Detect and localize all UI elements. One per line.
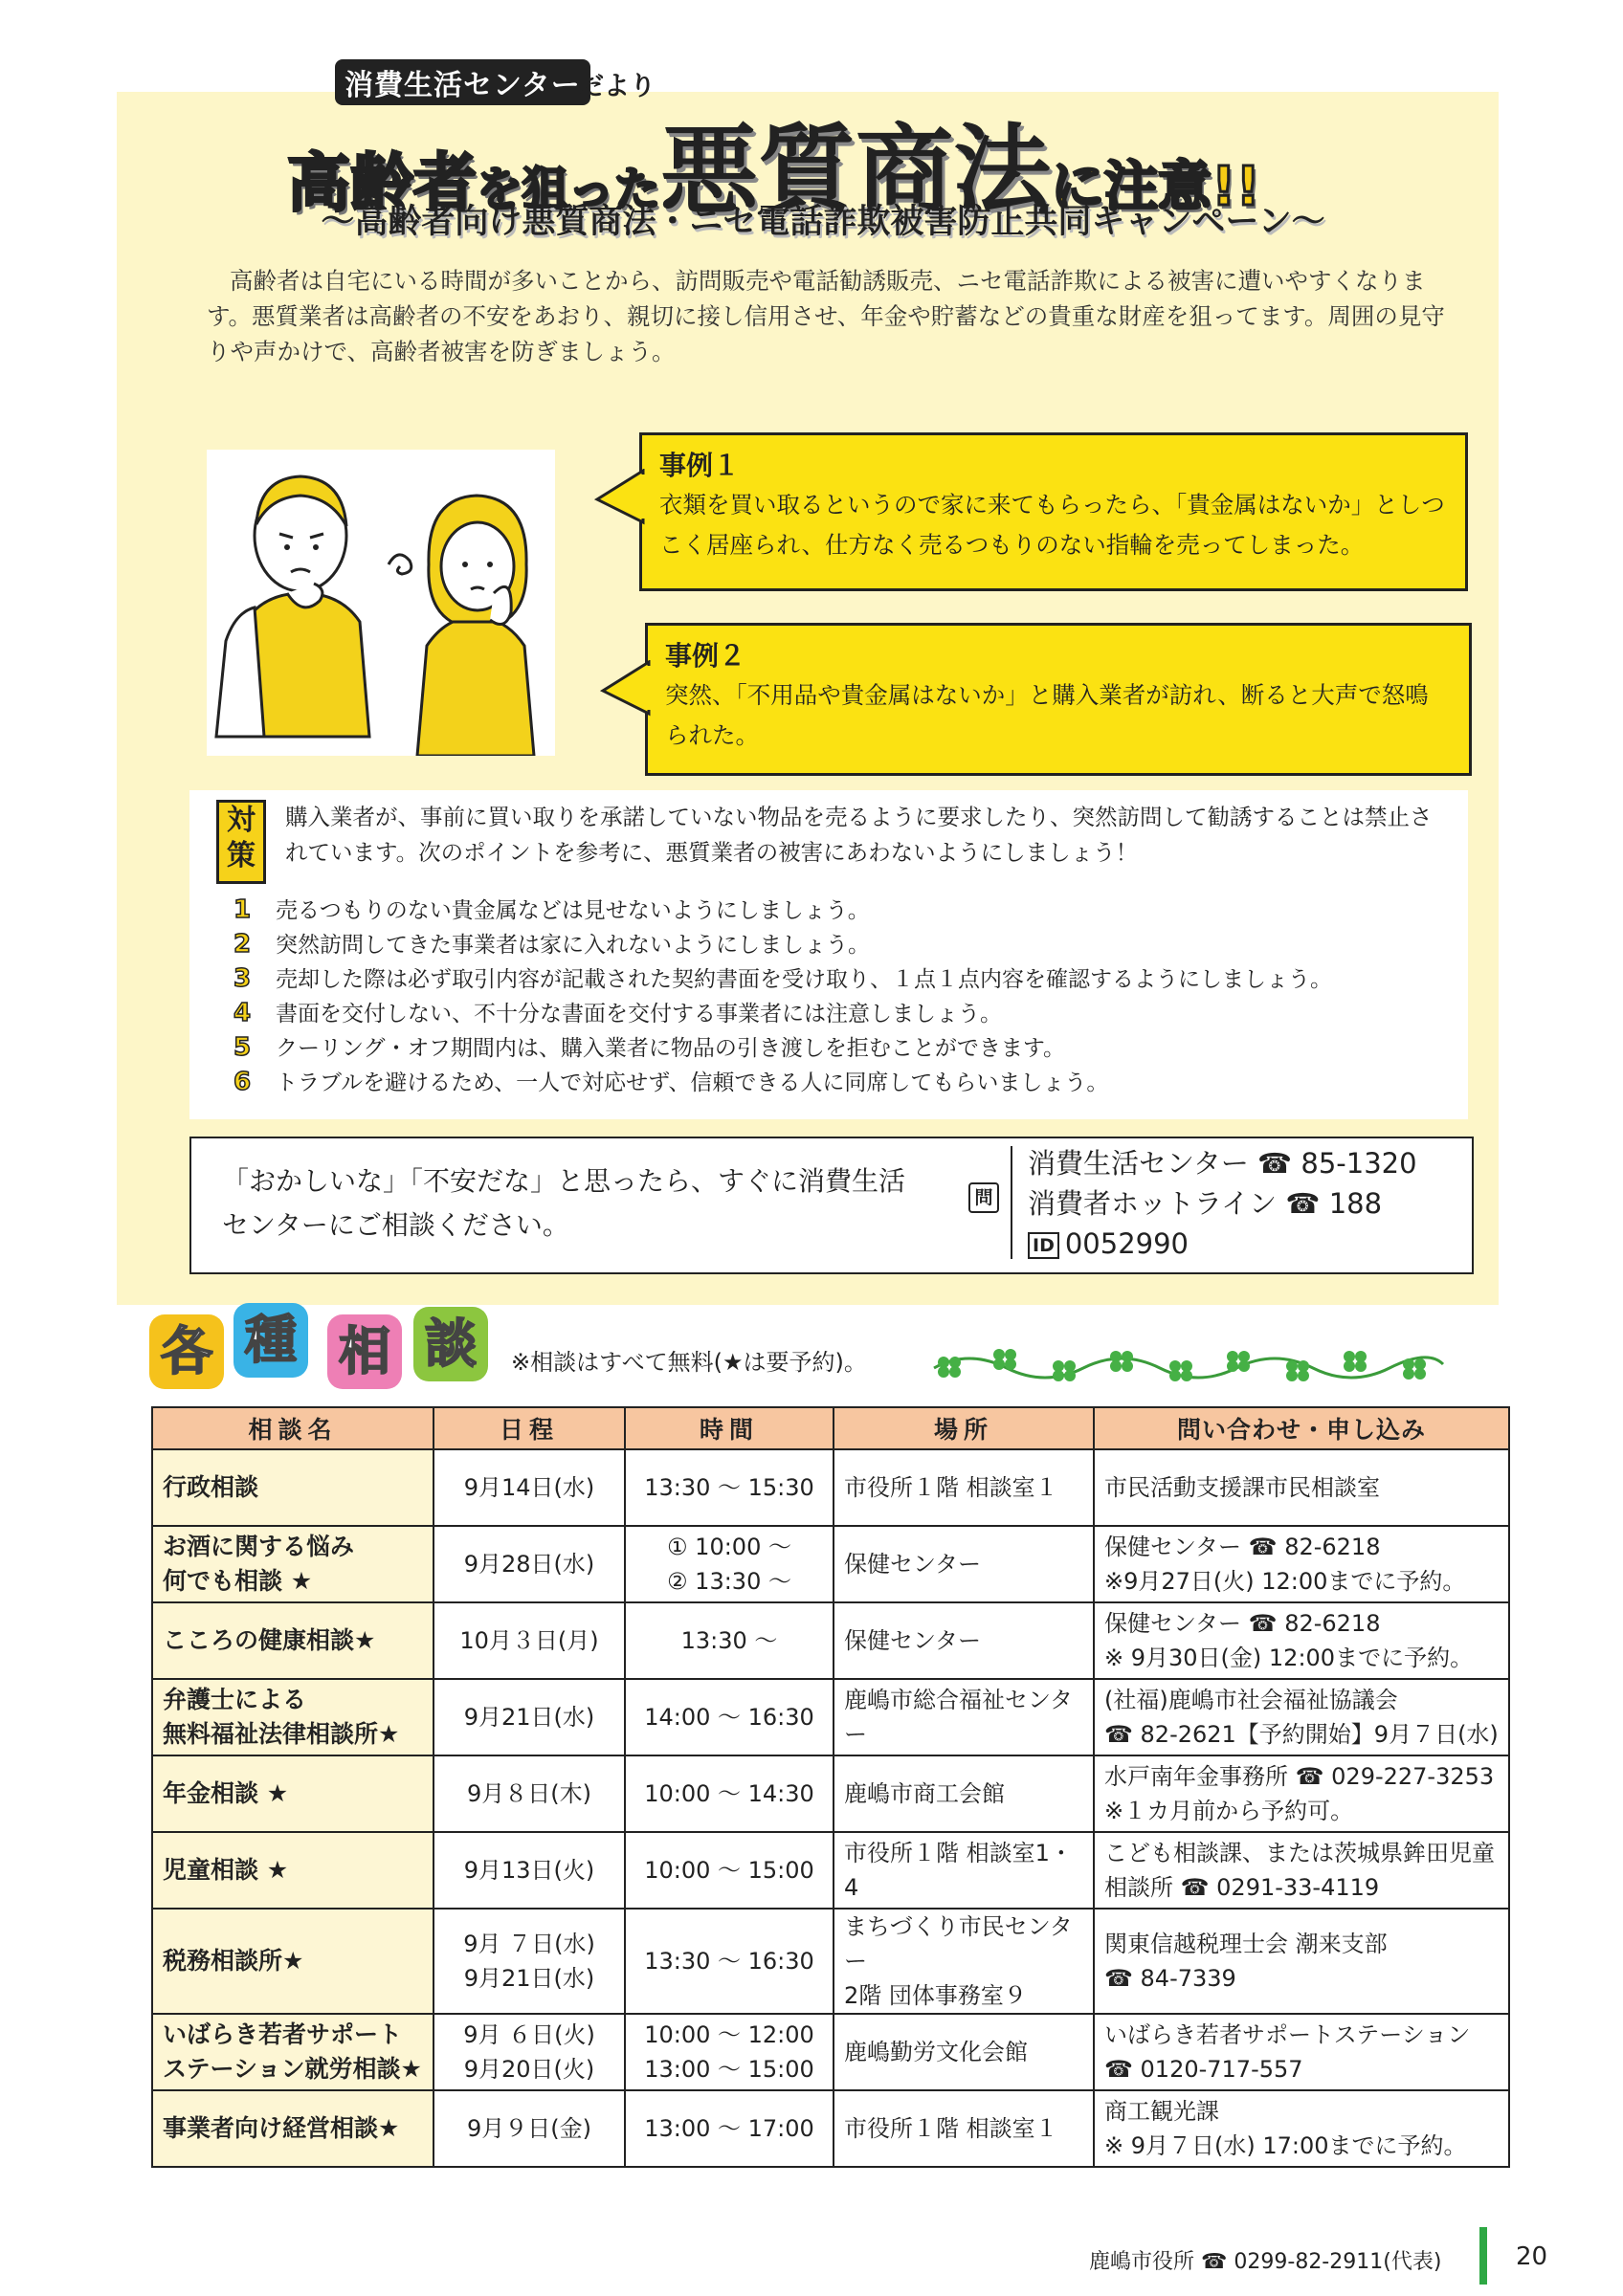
- row-name-line: 弁護士による: [163, 1686, 307, 1713]
- point-text: 書面を交付しない、不十分な書面を交付する事業者には注意しましょう。: [276, 1002, 1002, 1027]
- row-name-line: ステーション就労相談★: [163, 2055, 422, 2083]
- point-item: [233, 1031, 1065, 1064]
- row-contact-line: ☎ 84-7339: [1104, 1965, 1236, 1992]
- row-place-line: 保健センター: [844, 1551, 982, 1578]
- heading-char: 種: [233, 1303, 308, 1378]
- page-id: [1028, 1225, 1189, 1263]
- row-contact: [1094, 1755, 1509, 1832]
- table-row: [152, 1755, 1509, 1832]
- point-item: [233, 997, 1002, 1029]
- countermeasures-lead: 購入業者が、事前に買い取りを承諾していない物品を売るように要求したり、突然訪問して勧誘することは禁止されています。次のポイントを参考に、悪質業者の被害にあわないようにしましょう！: [285, 804, 1433, 866]
- table-row: [152, 1526, 1509, 1602]
- contact-message-line: センターにご相談ください。: [222, 1209, 569, 1241]
- point-number: 5: [233, 1033, 252, 1062]
- column-header-date: 日程: [434, 1407, 625, 1449]
- row-name-line: 無料福祉法律相談所★: [163, 1720, 400, 1748]
- row-contact-line: 商工観光課: [1104, 2098, 1219, 2125]
- row-name: [152, 1679, 434, 1755]
- row-time: [625, 1755, 834, 1832]
- row-contact-line: 関東信越税理士会 潮来支部: [1104, 1931, 1388, 1957]
- table-row: [152, 1832, 1509, 1909]
- row-name: [152, 1526, 434, 1602]
- consumer-center-phone: 消費生活センター ☎ 85-1320: [1028, 1147, 1417, 1180]
- point-number: 3: [233, 964, 252, 993]
- page-number: 20: [1516, 2242, 1548, 2271]
- row-time: [625, 1909, 834, 2014]
- row-time-line: 13:30 ～ 16:30: [644, 1948, 814, 1975]
- row-contact-line: ※ 9月７日(水) 17:00までに予約。: [1104, 2132, 1467, 2159]
- row-contact: [1094, 1909, 1509, 2014]
- worried-couple-illustration: [207, 450, 555, 756]
- row-time: [625, 1679, 834, 1755]
- table-row: [152, 1449, 1509, 1526]
- row-date: [434, 1832, 625, 1909]
- point-item: [233, 894, 870, 926]
- countermeasures-badge: 対策: [216, 800, 266, 884]
- row-date: [434, 1449, 625, 1526]
- contact-message: [222, 1159, 930, 1247]
- row-name-line: 税務相談所★: [163, 1947, 304, 1975]
- kicker-suffix: だより: [578, 72, 656, 101]
- row-time-line: 10:00 ～ 14:30: [644, 1780, 814, 1807]
- row-time: [625, 1526, 834, 1602]
- column-header-time: 時間: [625, 1407, 834, 1449]
- row-name-line: 児童相談 ★: [163, 1856, 289, 1884]
- row-date: [434, 2014, 625, 2090]
- column-header-place: 場所: [834, 1407, 1094, 1449]
- row-contact-line: ☎ 82-2621【予約開始】9月７日(水): [1104, 1721, 1499, 1748]
- point-item: [233, 962, 1332, 995]
- row-place: [834, 1832, 1094, 1909]
- point-item: [233, 1066, 1108, 1098]
- row-contact-line: 市民活動支援課市民相談室: [1104, 1474, 1380, 1501]
- row-contact-line: 水戸南年金事務所 ☎ 029-227-3253: [1104, 1763, 1495, 1790]
- headline-part-b: を狙った: [477, 163, 661, 216]
- case-1-bubble-tail: [593, 469, 645, 526]
- row-date: [434, 1602, 625, 1679]
- point-text: 売るつもりのない貴金属などは見せないようにしましょう。: [276, 898, 870, 923]
- row-date-line: 9月13日(火): [463, 1857, 595, 1884]
- headline-part-d: に注意!!: [1051, 156, 1261, 218]
- row-name-line: 年金相談 ★: [163, 1779, 289, 1807]
- row-time-line: 13:00 ～ 15:00: [644, 2056, 814, 2083]
- headline-part-a: 高齢者: [287, 146, 477, 220]
- row-time: [625, 1832, 834, 1909]
- row-date-line: 9月21日(水): [463, 1704, 595, 1731]
- row-place: [834, 1449, 1094, 1526]
- row-time: [625, 1602, 834, 1679]
- row-time-line: 10:00 ～ 12:00: [644, 2021, 814, 2048]
- row-time-line: ② 13:30 ～: [667, 1568, 791, 1595]
- consumer-hotline-phone: 消費者ホットライン ☎ 188: [1028, 1187, 1383, 1220]
- row-time-line: 13:30 ～: [680, 1627, 778, 1654]
- row-date: [434, 2090, 625, 2167]
- inquiry-badge: 問: [968, 1182, 999, 1213]
- row-name-line: お酒に関する悩み: [163, 1533, 355, 1560]
- row-place-line: 鹿嶋市総合福祉センター: [844, 1687, 1074, 1748]
- row-contact-line: ※ 9月30日(金) 12:00までに予約。: [1104, 1645, 1474, 1671]
- row-name: [152, 1755, 434, 1832]
- row-place: [834, 1526, 1094, 1602]
- campaign-subtitle: ～高齢者向け悪質商法・ニセ電話詐欺被害防止共同キャンペーン～: [321, 203, 1325, 241]
- elderly-woman-icon: [417, 496, 534, 756]
- id-badge: ID: [1028, 1232, 1059, 1259]
- point-text: トラブルを避けるため、一人で対応せず、信頼できる人に同席してもらいましょう。: [276, 1071, 1109, 1095]
- headline-part-c: 悪質商法: [660, 114, 1052, 229]
- point-text: 突然訪問してきた事業者は家に入れないようにしましょう。: [276, 933, 870, 958]
- row-contact-line: いばらき若者サポートステーション: [1104, 2021, 1471, 2048]
- row-contact: [1094, 1526, 1509, 1602]
- clover-garland-icon: [930, 1341, 1447, 1387]
- case-1-text: 衣類を買い取るというので家に来てもらったら、「貴金属はないか」としつこく居座られ、仕方なく売るつもりのない指輪を売ってしまった。: [659, 491, 1445, 559]
- row-contact: [1094, 2014, 1509, 2090]
- row-date-line: 9月 ７日(水): [463, 1931, 595, 1957]
- row-place-line: 保健センター: [844, 1627, 982, 1654]
- row-place: [834, 1602, 1094, 1679]
- table-row: [152, 1602, 1509, 1679]
- row-name: [152, 2014, 434, 2090]
- point-number: 1: [233, 895, 252, 924]
- row-contact-line: ※１カ月前から予約可。: [1104, 1798, 1354, 1824]
- row-contact-line: こども相談課、または茨城県鉾田児童: [1104, 1840, 1495, 1866]
- case-2-bubble: [645, 623, 1472, 776]
- case-1-bubble: [639, 432, 1468, 591]
- row-place-line: 市役所１階 相談室１: [844, 1474, 1058, 1501]
- row-contact-line: ☎ 0120-717-557: [1104, 2056, 1303, 2083]
- free-consultation-note: ※相談はすべて無料(★は要予約)。: [511, 1349, 867, 1376]
- table-header-row: [152, 1407, 1509, 1449]
- heading-char: 談: [413, 1307, 488, 1381]
- row-name: [152, 1449, 434, 1526]
- row-name: [152, 1602, 434, 1679]
- column-header-name: 相談名: [152, 1407, 434, 1449]
- row-time-line: 14:00 ～ 16:30: [644, 1704, 814, 1731]
- row-contact-line: 保健センター ☎ 82-6218: [1104, 1534, 1381, 1560]
- row-date-line: 9月８日(木): [467, 1780, 591, 1807]
- elderly-man-icon: [216, 476, 369, 737]
- intro-paragraph: 高齢者は自宅にいる時間が多いことから、訪問販売や電話勧誘販売、ニセ電話詐欺による被害に遭いやすくなります。悪質業者は高齢者の不安をあおり、親切に接し信用させ、年金や貯蓄などの貴重な財産を狙ってます。周囲の見守りや声かけで、高齢者被害を防ぎましょう。: [207, 267, 1445, 365]
- row-date-line: 9月14日(水): [463, 1474, 595, 1501]
- contact-divider: [1011, 1146, 1012, 1259]
- heading-char: 相: [327, 1314, 402, 1389]
- city-hall-phone: 鹿嶋市役所 ☎ 0299-82-2911(代表): [1089, 2250, 1442, 2274]
- row-contact-line: 相談所 ☎ 0291-33-4119: [1104, 1874, 1380, 1901]
- row-name-line: いばらき若者サポート: [163, 2020, 403, 2048]
- case-1-title: 事例１: [659, 450, 741, 481]
- consultation-schedule-table: [151, 1406, 1510, 2168]
- row-place: [834, 1755, 1094, 1832]
- row-date: [434, 1755, 625, 1832]
- row-place-line: 市役所１階 相談室１: [844, 2115, 1058, 2142]
- row-name: [152, 2090, 434, 2167]
- row-name-line: こころの健康相談★: [163, 1626, 376, 1654]
- kicker-label: 消費生活センター: [335, 59, 590, 105]
- case-2-text: 突然、「不用品や貴金属はないか」と購入業者が訪れ、断ると大声で怒鳴られた。: [665, 681, 1429, 749]
- row-name-line: 行政相談: [163, 1473, 259, 1501]
- row-contact: [1094, 1832, 1509, 1909]
- row-name-line: 事業者向け経営相談★: [163, 2114, 400, 2142]
- row-contact: [1094, 2090, 1509, 2167]
- row-contact: [1094, 1679, 1509, 1755]
- point-number: 6: [233, 1068, 252, 1096]
- table-row: [152, 2090, 1509, 2167]
- row-time: [625, 1449, 834, 1526]
- row-date-line: 10月３日(月): [459, 1627, 599, 1654]
- row-contact-line: 保健センター ☎ 82-6218: [1104, 1610, 1381, 1637]
- row-name: [152, 1832, 434, 1909]
- point-number: 2: [233, 930, 252, 959]
- row-contact: [1094, 1602, 1509, 1679]
- row-place: [834, 1909, 1094, 2014]
- table-row: [152, 2014, 1509, 2090]
- table-row: [152, 1679, 1509, 1755]
- row-name: [152, 1909, 434, 2014]
- row-date-line: 9月21日(水): [463, 1965, 595, 1992]
- row-name-line: 何でも相談 ★: [163, 1567, 313, 1595]
- row-time-line: 10:00 ～ 15:00: [644, 1857, 814, 1884]
- heading-char: 各: [149, 1314, 224, 1389]
- row-place-line: 鹿嶋市商工会館: [844, 1780, 1005, 1807]
- row-date: [434, 1909, 625, 2014]
- case-2-bubble-tail: [599, 660, 651, 718]
- row-date: [434, 1679, 625, 1755]
- row-time-line: 13:00 ～ 17:00: [644, 2115, 814, 2142]
- row-contact: [1094, 1449, 1509, 1526]
- contact-message-line: 「おかしいな」「不安だな」と思ったら、すぐに消費生活: [222, 1165, 906, 1197]
- row-date-line: 9月 ６日(火): [463, 2021, 595, 2048]
- row-place: [834, 2090, 1094, 2167]
- column-header-contact: 問い合わせ・申し込み: [1094, 1407, 1509, 1449]
- id-value: 0052990: [1064, 1227, 1189, 1260]
- table-row: [152, 1909, 1509, 2014]
- row-date-line: 9月28日(水): [463, 1551, 595, 1578]
- point-item: [233, 928, 870, 960]
- footer-accent-bar: [1479, 2227, 1487, 2285]
- row-place-line: 市役所１階 相談室1・4: [844, 1840, 1073, 1901]
- row-time: [625, 2014, 834, 2090]
- row-place: [834, 2014, 1094, 2090]
- confusion-swirl-icon: [389, 555, 411, 574]
- point-text: クーリング・オフ期間内は、購入業者に物品の引き渡しを拒むことができます。: [276, 1036, 1066, 1061]
- row-time-line: 13:30 ～ 15:30: [644, 1474, 814, 1501]
- point-number: 4: [233, 999, 252, 1027]
- row-time: [625, 2090, 834, 2167]
- row-contact-line: (社福)鹿嶋市社会福祉協議会: [1104, 1687, 1398, 1713]
- row-date-line: 9月20日(火): [463, 2056, 595, 2083]
- point-text: 売却した際は必ず取引内容が記載された契約書面を受け取り、１点１点内容を確認するようにしましょう。: [276, 967, 1332, 992]
- row-place-line: 2階 団体事務室９: [844, 1982, 1027, 2009]
- row-time-line: ① 10:00 ～: [667, 1534, 791, 1560]
- row-place-line: まちづくり市民センター: [844, 1913, 1073, 1975]
- row-contact-line: ※9月27日(火) 12:00までに予約。: [1104, 1568, 1466, 1595]
- row-date: [434, 1526, 625, 1602]
- row-place-line: 鹿嶋勤労文化会館: [844, 2039, 1028, 2065]
- row-date-line: 9月９日(金): [467, 2115, 591, 2142]
- row-place: [834, 1679, 1094, 1755]
- case-2-title: 事例２: [665, 640, 746, 672]
